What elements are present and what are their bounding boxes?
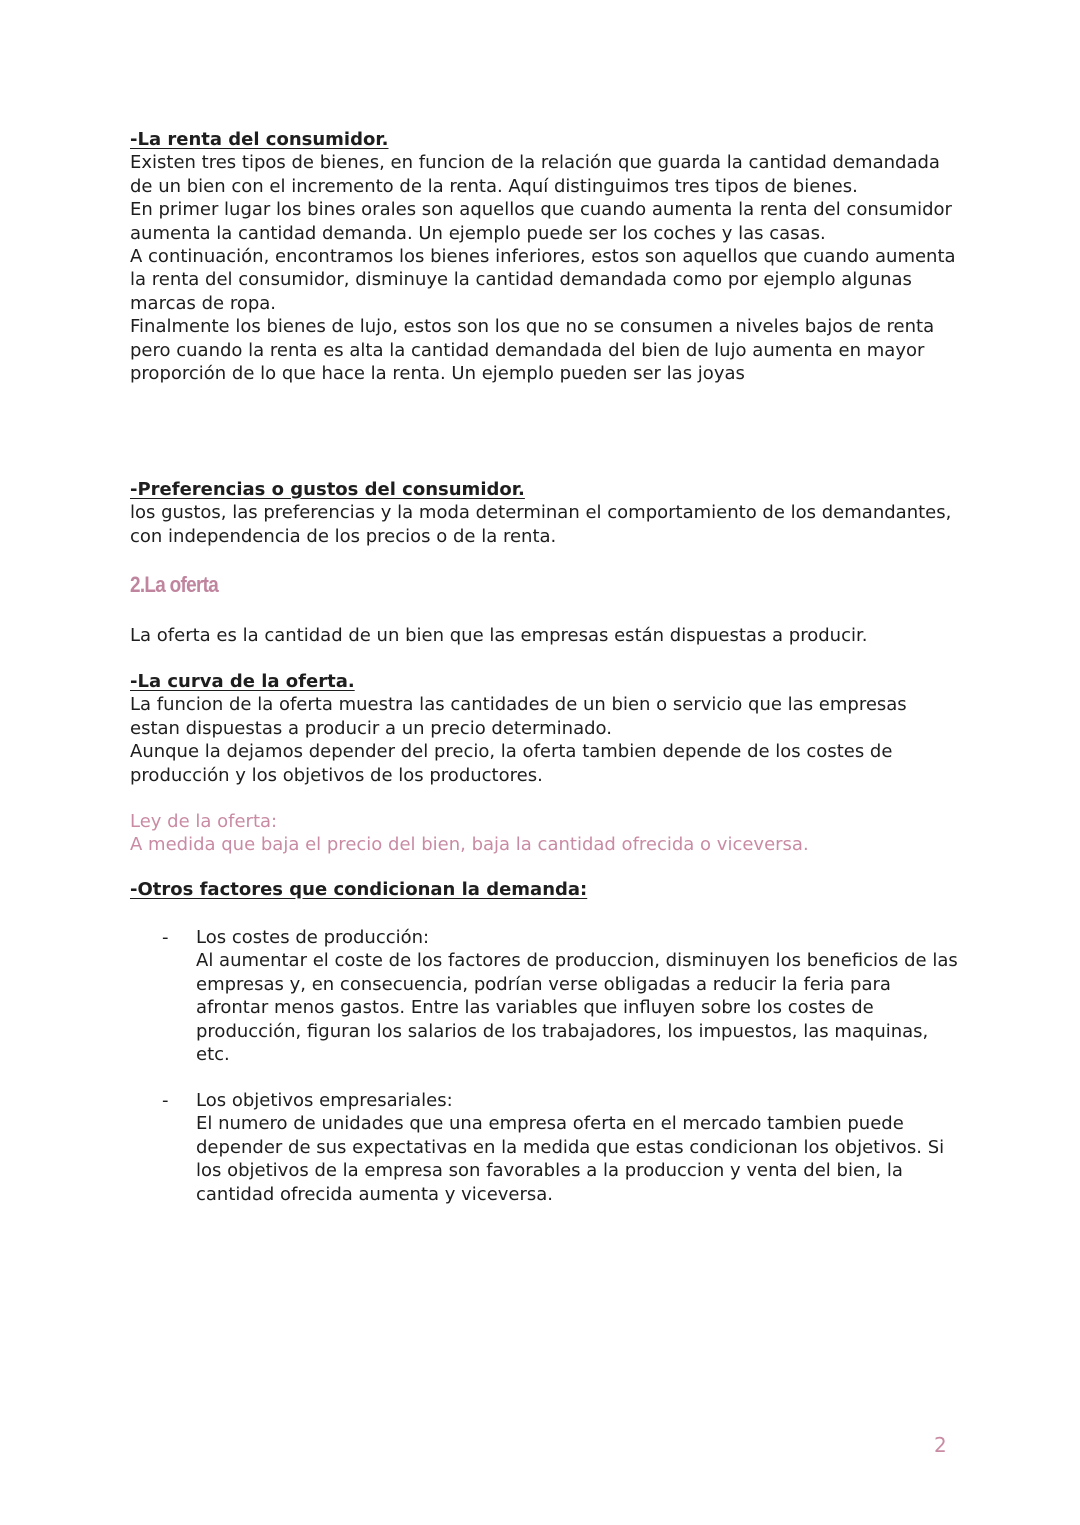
list-dash: -: [162, 927, 169, 948]
preferencias-section: [130, 478, 960, 548]
list-item: [130, 926, 960, 1066]
curva-paragraph: Aunque la dejamos depender del precio, la oferta tambien depende de los costes de producción y los objetivos de los productores.: [130, 741, 893, 786]
page-number: 2: [934, 1433, 947, 1457]
ley-text: A medida que baja el precio del bien, baja la cantidad ofrecida o viceversa.: [130, 834, 809, 856]
renta-paragraph: En primer lugar los bines orales son aquellos que cuando aumenta la renta del consumidor aumenta la cantidad demanda. Un ejemplo puede ser los coches y las casas.: [130, 199, 952, 244]
list-dash: -: [162, 1090, 169, 1111]
otros-heading: [130, 878, 960, 901]
renta-paragraph: A continuación, encontramos los bienes inferiores, estos son aquellos que cuando aumenta la renta del consumidor, disminuye la cantidad demandada como por ejemplo algunas marcas de ropa.: [130, 246, 956, 314]
list-item-text: El numero de unidades que una empresa oferta en el mercado tambien puede depender de sus expectativas en la medida que estas condicionan los objetivos. Si los objetivos de la empresa son favorables a la produccion y venta del bien, la cantidad ofrecida aumenta y viceversa.: [196, 1113, 945, 1205]
renta-heading: -La renta del consumidor.: [130, 129, 389, 150]
factors-list-2: [130, 1089, 960, 1206]
list-item-text: Al aumentar el coste de los factores de produccion, disminuyen los beneficios de las empresas y, en consecuencia, podrían verse obligadas a reducir la feria para afrontar menos gastos. Entre las variables que influyen sobre los costes de producción, figuran los salarios de los trabajadores, los impuestos, las maquinas, etc.: [196, 950, 958, 1066]
otros-factores-heading: -Otros factores que condicionan la demanda:: [130, 879, 588, 900]
oferta-intro: La oferta es la cantidad de un bien que las empresas están dispuestas a producir.: [130, 625, 868, 646]
ley-oferta: [130, 810, 960, 857]
list-item-title: Los costes de producción:: [196, 927, 430, 948]
list-item-title: Los objetivos empresariales:: [196, 1090, 453, 1111]
renta-section: [130, 128, 960, 385]
section-title-oferta: 2.La oferta: [130, 572, 219, 597]
factors-list: [130, 926, 960, 1066]
preferencias-text: los gustos, las preferencias y la moda determinan el comportamiento de los demandantes, con independencia de los precios o de la renta.: [130, 502, 952, 547]
renta-paragraph: Existen tres tipos de bienes, en funcion de la relación que guarda la cantidad demandada de un bien con el incremento de la renta. Aquí distinguimos tres tipos de bienes.: [130, 152, 940, 197]
curva-section: [130, 670, 960, 787]
ley-label: Ley de la oferta:: [130, 811, 278, 832]
list-item: [130, 1089, 960, 1206]
curva-paragraph: La funcion de la oferta muestra las cantidades de un bien o servicio que las empresas estan dispuestas a producir a un precio determinado.: [130, 694, 907, 739]
curva-heading: -La curva de la oferta.: [130, 671, 355, 692]
renta-paragraph: Finalmente los bienes de lujo, estos son los que no se consumen a niveles bajos de renta pero cuando la renta es alta la cantidad demandada del bien de lujo aumenta en mayor proporción de lo que hace la renta. Un ejemplo pueden ser las joyas: [130, 316, 935, 385]
preferencias-heading: -Preferencias o gustos del consumidor.: [130, 479, 525, 500]
